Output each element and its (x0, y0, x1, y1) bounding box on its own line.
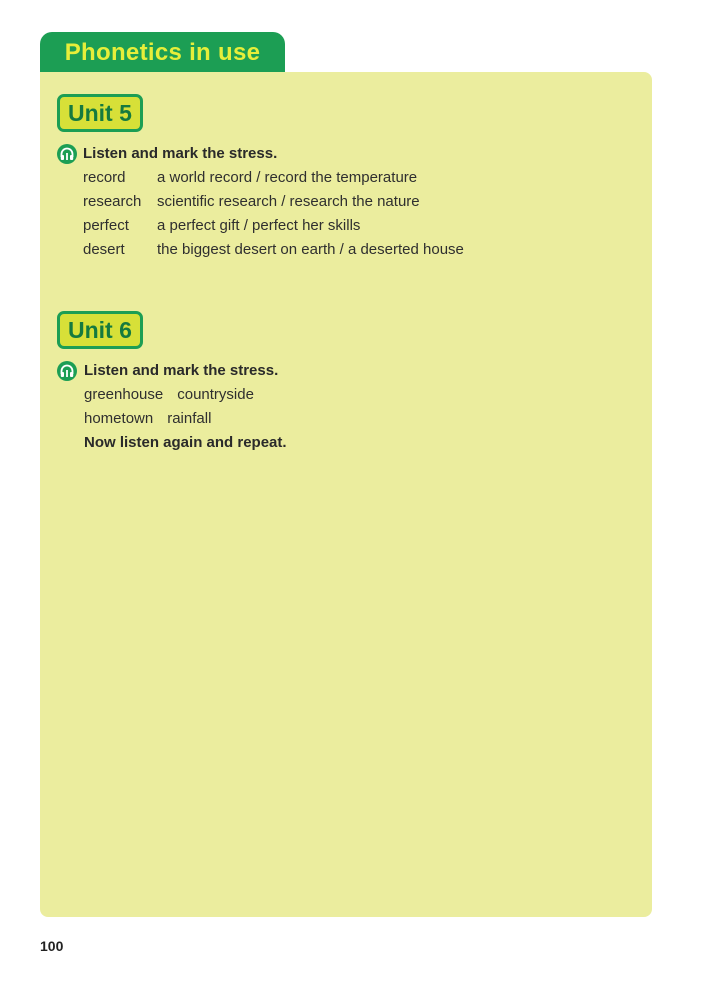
stress-word: desert (83, 241, 125, 258)
stress-word: perfect (83, 217, 129, 234)
headphone-icon (57, 361, 77, 381)
stress-word: record (83, 169, 126, 186)
unit6-badge: Unit 6 (57, 311, 143, 349)
unit6-word-line (84, 410, 211, 428)
unit6-word-line (84, 386, 254, 404)
content-panel (40, 72, 652, 917)
page-number: 100 (40, 938, 64, 954)
stress-word: research (83, 193, 142, 210)
stress-word: countryside (177, 386, 254, 403)
unit5-instruction: Listen and mark the stress. (83, 145, 278, 162)
page-title: Phonetics in use (40, 32, 285, 73)
example-phrase: a perfect gift / perfect her skills (157, 217, 361, 234)
unit6-instruction: Listen and mark the stress. (84, 362, 279, 379)
example-phrase: a world record / record the temperature (157, 169, 418, 186)
stress-word: greenhouse (84, 386, 164, 403)
unit5-row (83, 193, 420, 211)
unit5-row (83, 217, 360, 235)
unit5-badge: Unit 5 (57, 94, 143, 132)
unit5-row (83, 169, 417, 187)
example-phrase: scientific research / research the nature (157, 193, 420, 210)
unit5-row (83, 241, 464, 259)
stress-word: rainfall (167, 410, 212, 427)
unit6-repeat-instruction: Now listen again and repeat. (84, 434, 287, 451)
stress-word: hometown (84, 410, 154, 427)
example-phrase: the biggest desert on earth / a deserted house (157, 241, 464, 258)
headphone-icon (57, 144, 77, 164)
